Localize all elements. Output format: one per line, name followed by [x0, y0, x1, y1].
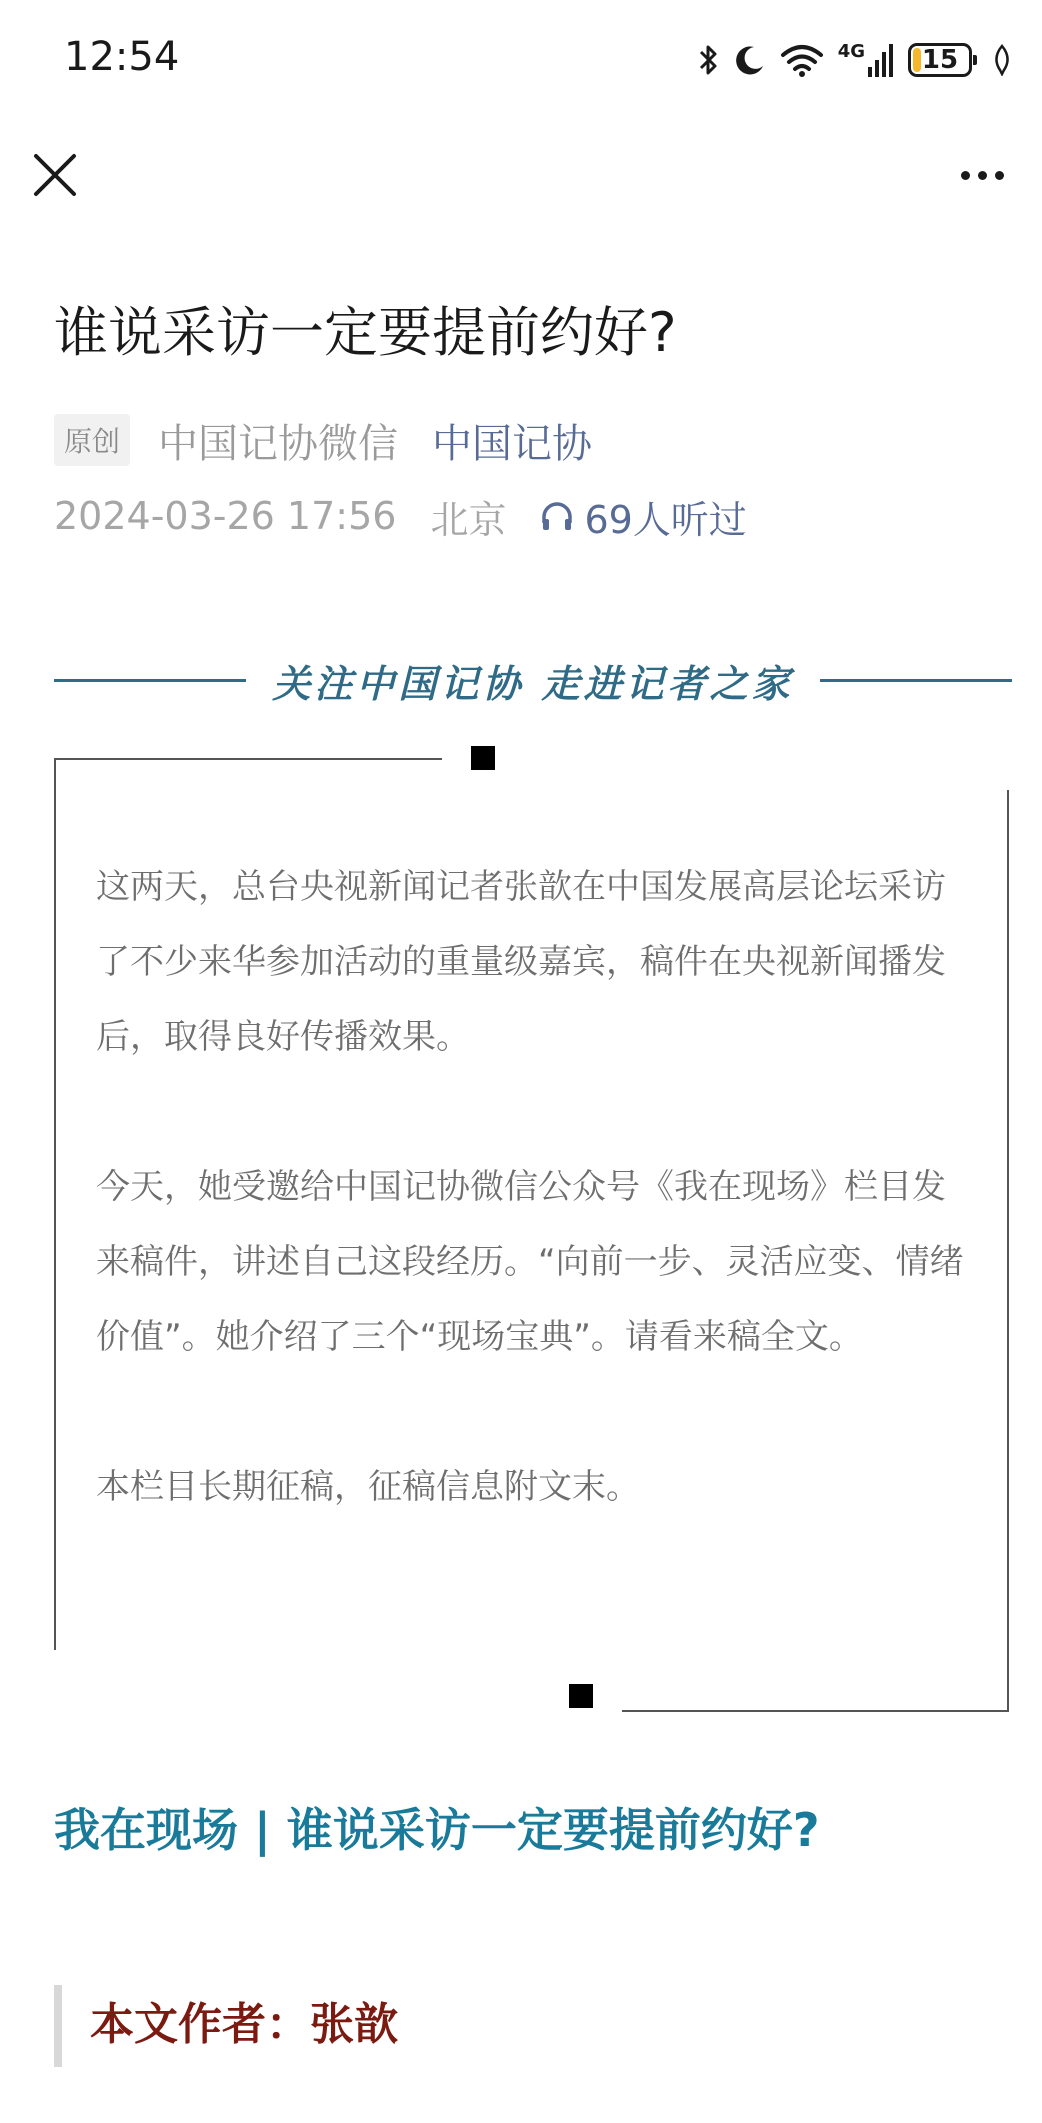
intro-box — [96, 850, 976, 1525]
box-border-bottom — [622, 1710, 1009, 1712]
square-ornament-top — [471, 746, 495, 770]
network-type-label: 4G — [837, 41, 865, 62]
intro-paragraph: 这两天，总台央视新闻记者张歆在中国发展高层论坛采访了不少来华参加活动的重量级嘉宾，稿件在央视新闻播发后，取得良好传播效果。 — [96, 867, 946, 1057]
close-button[interactable] — [30, 150, 80, 200]
wifi-icon — [780, 43, 824, 77]
signal-icon — [868, 43, 894, 77]
listen-button[interactable] — [540, 489, 746, 544]
headphones-icon — [540, 499, 574, 533]
battery-percent: 15 — [921, 45, 959, 75]
battery-icon — [908, 43, 972, 77]
bluetooth-icon — [698, 42, 720, 78]
moon-icon — [734, 44, 766, 76]
intro-paragraph: 今天，她受邀给中国记协微信公众号《我在现场》栏目发来稿件，讲述自己这段经历。“向前一步、灵活应变、情绪价值”。她介绍了三个“现场宝典”。请看来稿全文。 — [96, 1167, 964, 1357]
article-title: 谁说采访一定要提前约好? — [54, 301, 677, 364]
listen-count: 69人听过 — [584, 497, 747, 542]
more-icon-dot — [961, 171, 970, 180]
status-time: 12:54 — [64, 34, 180, 80]
publish-date: 2024-03-26 17:56 — [54, 494, 397, 538]
publish-location: 北京 — [430, 497, 507, 542]
status-icons — [698, 38, 1012, 82]
banner-line-right — [820, 679, 1012, 682]
author-quote-bar — [54, 1985, 62, 2067]
status-bar — [0, 0, 1042, 120]
account-name: 中国记协微信 — [158, 420, 399, 467]
author-label: 本文作者：张歆 — [90, 1999, 398, 2050]
account-link[interactable]: 中国记协 — [432, 420, 593, 467]
leaf-icon — [992, 44, 1012, 76]
column-title: 我在现场 | 谁说采访一定要提前约好? — [54, 1803, 820, 1857]
more-icon-dot — [978, 171, 987, 180]
more-button[interactable] — [952, 155, 1012, 195]
intro-paragraph: 本栏目长期征稿，征稿信息附文末。 — [96, 1467, 640, 1507]
close-icon — [30, 150, 80, 200]
banner-line-left — [54, 679, 246, 682]
box-border-top — [54, 758, 442, 760]
box-border-left — [54, 758, 56, 1650]
battery-cap — [973, 55, 977, 65]
square-ornament-bottom — [569, 1684, 593, 1708]
original-badge: 原创 — [54, 414, 130, 466]
box-border-right — [1007, 790, 1009, 1712]
article-meta — [54, 410, 592, 470]
banner-text: 关注中国记协 走进记者之家 — [272, 660, 794, 706]
more-icon-dot — [995, 171, 1004, 180]
article-meta-secondary — [54, 488, 747, 544]
follow-banner — [54, 650, 1012, 710]
battery-level — [913, 48, 921, 72]
